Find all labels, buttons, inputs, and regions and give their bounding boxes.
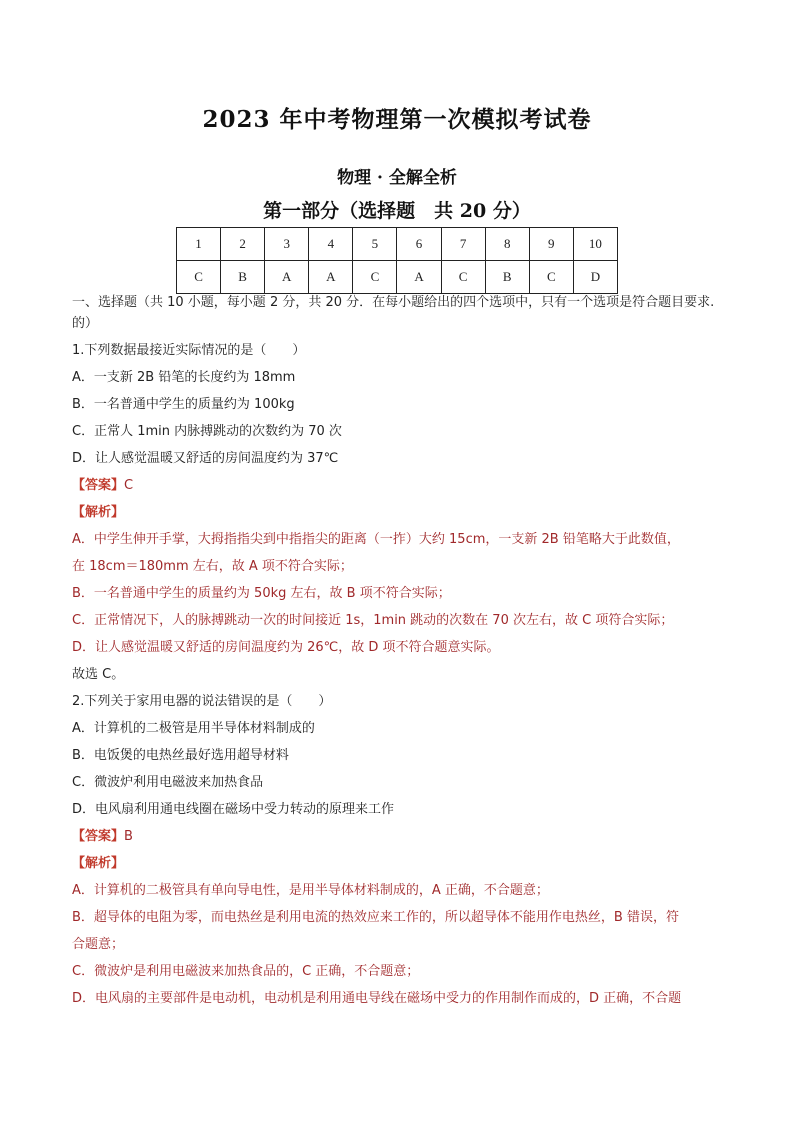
- analysis-line: 在 18cm＝180mm 左右，故 A 项不符合实际；: [72, 559, 353, 574]
- answer-tag: 【答案】: [72, 478, 125, 493]
- answer-table: [176, 227, 618, 294]
- answer-cell: C: [529, 261, 573, 294]
- question-number-cell: 6: [397, 228, 441, 261]
- answer-cell: C: [441, 261, 485, 294]
- question-number-cell: 2: [221, 228, 265, 261]
- question-1-conclusion: 故选 C。: [72, 667, 125, 682]
- analysis-line: A．中学生伸开手掌，大拇指指尖到中指指尖的距离（一拃）大约 15cm，一支新 2B 铅笔略大于此数值，: [72, 532, 680, 547]
- answer-cell: D: [573, 261, 617, 294]
- question-1-stem: 1.下列数据最接近实际情况的是（ ）: [72, 343, 306, 358]
- answer-cell: C: [353, 261, 397, 294]
- question-2-stem: 2.下列关于家用电器的说法错误的是（ ）: [72, 694, 332, 709]
- question-2-option-d: D．电风扇利用通电线圈在磁场中受力转动的原理来工作: [72, 802, 395, 817]
- analysis-line: C．正常情况下，人的脉搏跳动一次的时间接近 1s，1min 跳动的次数在 70 次左右，故 C 项符合实际；: [72, 613, 674, 628]
- section-intro: 一、选择题（共 10 小题，每小题 2 分，共 20 分．在每小题给出的四个选项中，只有一个选项是符合题目要求.的）: [72, 295, 715, 331]
- analysis-tag: 【解析】: [72, 856, 125, 871]
- analysis-line: 合题意；: [72, 937, 125, 952]
- answer-cell: B: [485, 261, 529, 294]
- question-1-answer: [72, 472, 724, 499]
- question-number-cell: 1: [177, 228, 221, 261]
- analysis-line: B．超导体的电阻为零，而电热丝是利用电流的热效应来工作的，所以超导体不能用作电热丝，B 错误，符: [72, 910, 679, 925]
- question-2-option-c: C．微波炉利用电磁波来加热食品: [72, 775, 264, 790]
- analysis-line: A．计算机的二极管具有单向导电性，是用半导体材料制成的，A 正确，不合题意；: [72, 883, 549, 898]
- answer-cell: B: [221, 261, 265, 294]
- answer-table-answer-row: [177, 261, 618, 294]
- analysis-tag: 【解析】: [72, 505, 125, 520]
- answer-cell: C: [177, 261, 221, 294]
- content-body: [72, 292, 724, 1012]
- question-1-option-b: B．一名普通中学生的质量约为 100kg: [72, 397, 295, 412]
- part-title: 第一部分（选择题 共 20 分）: [263, 200, 531, 222]
- question-number-cell: 5: [353, 228, 397, 261]
- question-1-analysis-heading: [72, 499, 724, 526]
- analysis-line: D．电风扇的主要部件是电动机，电动机是利用通电导线在磁场中受力的作用制作而成的，D 正确，不合题: [72, 991, 682, 1006]
- answer-cell: A: [397, 261, 441, 294]
- answer-value: C: [124, 478, 134, 493]
- question-number-cell: 10: [573, 228, 617, 261]
- analysis-line: C．微波炉是利用电磁波来加热食品的，C 正确，不合题意；: [72, 964, 420, 979]
- answer-tag: 【答案】: [72, 829, 125, 844]
- question-number-cell: 7: [441, 228, 485, 261]
- page-title: 2023 年中考物理第一次模拟考试卷: [202, 106, 592, 133]
- question-1-option-d: D．让人感觉温暖又舒适的房间温度约为 37℃: [72, 451, 339, 466]
- question-2-option-a: A．计算机的二极管是用半导体材料制成的: [72, 721, 315, 736]
- question-2-answer: [72, 823, 724, 850]
- question-2-analysis-heading: [72, 850, 724, 877]
- answer-value: B: [124, 829, 133, 844]
- question-number-cell: 3: [265, 228, 309, 261]
- question-1-option-c: C．正常人 1min 内脉搏跳动的次数约为 70 次: [72, 424, 342, 439]
- answer-cell: A: [309, 261, 353, 294]
- question-1-option-a: A．一支新 2B 铅笔的长度约为 18mm: [72, 370, 296, 385]
- question-2-option-b: B．电饭煲的电热丝最好选用超导材料: [72, 748, 289, 763]
- question-number-cell: 8: [485, 228, 529, 261]
- question-number-cell: 4: [309, 228, 353, 261]
- analysis-line: D．让人感觉温暖又舒适的房间温度约为 26℃，故 D 项不符合题意实际。: [72, 640, 500, 655]
- answer-table-number-row: [177, 228, 618, 261]
- analysis-line: B．一名普通中学生的质量约为 50kg 左右，故 B 项不符合实际；: [72, 586, 451, 601]
- page-subtitle: 物理 · 全解全析: [337, 168, 457, 188]
- question-number-cell: 9: [529, 228, 573, 261]
- answer-cell: A: [265, 261, 309, 294]
